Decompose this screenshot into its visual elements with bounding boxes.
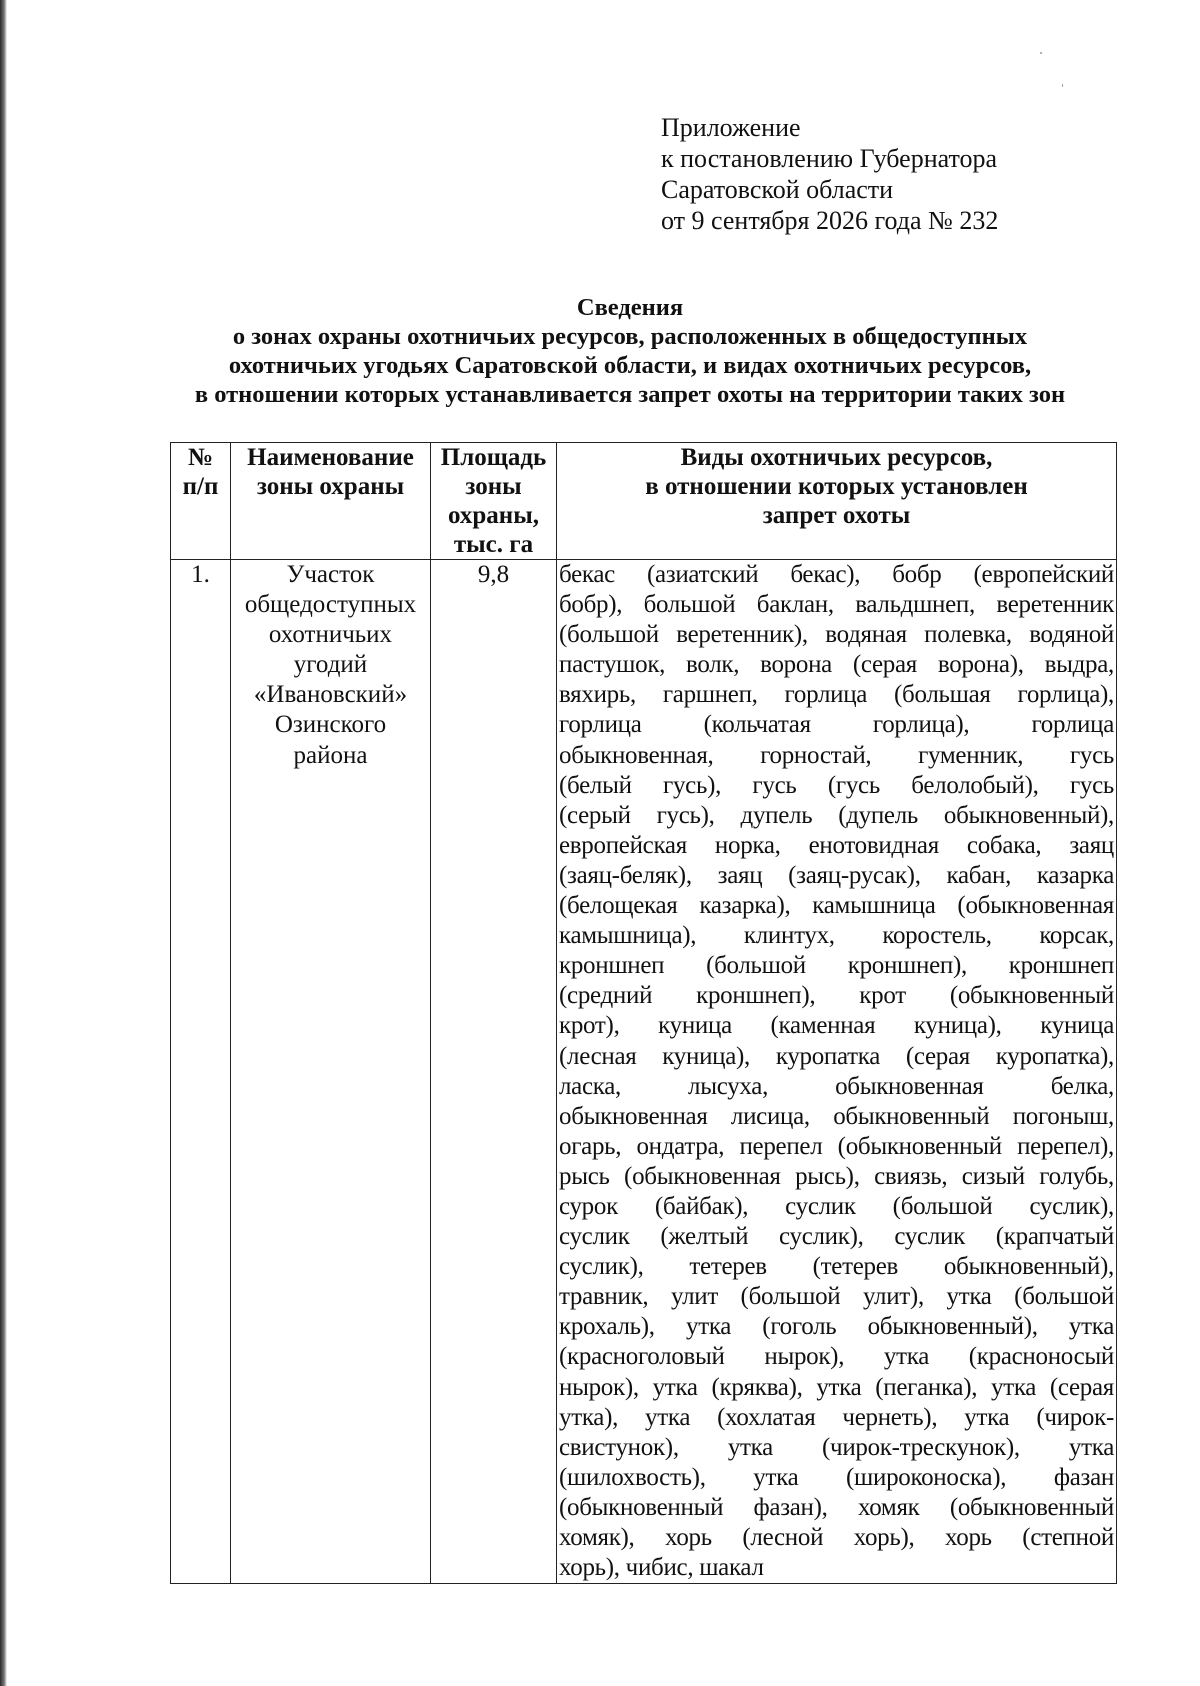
species-line: (лесная куница), куропатка (серая куропатка), xyxy=(559,1042,1114,1070)
species-line: бобр), большой баклан, вальдшнеп, веретенник xyxy=(559,591,1114,619)
species-line: (большой веретенник), водяная полевка, водяной xyxy=(559,621,1114,649)
species-line: обыкновенная лисица, обыкновенный погоныш, xyxy=(559,1102,1114,1130)
scan-speck xyxy=(1040,52,1042,54)
heading-title: Сведения xyxy=(576,294,684,321)
species-line: хорь), чибис, шакал xyxy=(559,1554,764,1582)
species-line: ласка, лысуха, обыкновенная белка, xyxy=(559,1072,1114,1100)
species-line: европейская норка, енотовидная собака, заяц xyxy=(559,831,1114,859)
zone-name-cell xyxy=(231,560,431,1584)
species-line: суслик), тетерев (тетерев обыкновенный), xyxy=(559,1253,1114,1281)
species-line: (белый гусь), гусь (гусь белолобый), гусь xyxy=(559,771,1114,799)
species-line: (обыкновенный фазан), хомяк (обыкновенный xyxy=(559,1493,1114,1521)
species-cell xyxy=(557,560,1117,1584)
protection-zones-table xyxy=(170,442,1117,1584)
header-line: охраны, xyxy=(448,502,539,529)
appendix-line: от 9 сентября 2026 года № 232 xyxy=(661,206,999,235)
zone-area-cell: 9,8 xyxy=(431,560,557,1584)
heading-subtitle-line: в отношении которых устанавливается запрет охоты на территории таких зон xyxy=(194,381,1066,408)
species-line: горлица (кольчатая горлица), горлица xyxy=(559,711,1114,739)
species-line: (белощекая казарка), камышница (обыкновенная xyxy=(559,892,1114,920)
species-line: (шилохвость), утка (широконоска), фазан xyxy=(559,1463,1114,1491)
species-line: утка), утка (хохлатая чернеть), утка (чирок- xyxy=(559,1403,1114,1431)
header-line: запрет охоты xyxy=(762,502,911,529)
species-line: огарь, ондатра, перепел (обыкновенный перепел), xyxy=(559,1132,1114,1160)
header-line: зоны xyxy=(465,473,522,500)
appendix-block xyxy=(661,112,998,236)
header-line: зоны охраны xyxy=(256,473,405,500)
species-line: рысь (обыкновенная рысь), свиязь, сизый голубь, xyxy=(559,1162,1114,1190)
heading-subtitle-line: охотничьих угодьях Саратовской области, и видах охотничьих ресурсов, xyxy=(228,352,1032,379)
species-line: пастушок, волк, ворона (серая ворона), выдра, xyxy=(559,651,1114,679)
header-line: № xyxy=(187,444,214,471)
zone-name-line: Участок xyxy=(286,561,375,588)
species-line: сурок (байбак), суслик (большой суслик), xyxy=(559,1192,1114,1220)
species-line: хомяк), хорь (лесной хорь), хорь (степной xyxy=(559,1524,1114,1551)
species-line: травник, улит (большой улит), утка (большой xyxy=(559,1283,1114,1311)
species-line: (красноголовый нырок), утка (красноносый xyxy=(559,1343,1114,1371)
species-line: суслик (желтый суслик), суслик (крапчатый xyxy=(559,1223,1114,1251)
species-line: крохаль), утка (гоголь обыкновенный), утка xyxy=(559,1313,1114,1341)
table-row xyxy=(171,560,1117,1584)
appendix-line: к постановлению Губернатора xyxy=(661,144,998,173)
species-line: нырок), утка (кряква), утка (пеганка), утка (серая xyxy=(559,1373,1114,1401)
header-line: в отношении которых установлен xyxy=(645,473,1028,500)
species-line: обыкновенная, горностай, гуменник, гусь xyxy=(559,741,1114,769)
appendix-line: Саратовской области xyxy=(661,175,894,204)
zone-name-line: района xyxy=(293,741,368,769)
header-line: п/п xyxy=(182,473,219,500)
header-line: Площадь xyxy=(440,444,547,471)
heading-subtitle-line: о зонах охраны охотничьих ресурсов, расположенных в общедоступных xyxy=(232,323,1028,350)
zone-name-line: Озинского xyxy=(274,711,387,739)
table-header-row xyxy=(171,443,1117,560)
row-number: 1. xyxy=(171,560,231,1584)
species-line: крот), куница (каменная куница), куница xyxy=(559,1012,1114,1040)
species-line: (серый гусь), дупель (дупель обыкновенный), xyxy=(559,801,1114,829)
scan-edge xyxy=(0,0,7,1686)
header-species xyxy=(557,443,1117,560)
species-line: (заяц-беляк), заяц (заяц-русак), кабан, казарка xyxy=(559,861,1114,889)
species-line: кроншнеп (большой кроншнеп), кроншнеп xyxy=(559,952,1114,980)
header-line: Виды охотничьих ресурсов, xyxy=(680,444,993,471)
zone-name-line: общедоступных xyxy=(244,591,417,619)
scan-speck xyxy=(1062,84,1063,87)
species-line: (средний кроншнеп), крот (обыкновенный xyxy=(559,982,1114,1010)
header-line: Наименование xyxy=(247,444,414,471)
species-line: камышница), клинтух, коростель, корсак, xyxy=(559,922,1114,950)
species-line: свистунок), утка (чирок-трескунок), утка xyxy=(559,1433,1114,1461)
zone-name-line: угодий xyxy=(293,651,368,679)
species-line: бекас (азиатский бекас), бобр (европейский xyxy=(559,561,1114,588)
zone-name-line: «Ивановский» xyxy=(253,681,408,709)
zone-name-line: охотничьих xyxy=(268,621,393,649)
appendix-line: Приложение xyxy=(661,113,801,142)
header-num xyxy=(171,443,231,560)
header-area xyxy=(431,443,557,560)
header-line: тыс. га xyxy=(453,531,534,558)
document-heading xyxy=(150,293,1110,409)
species-line: вяхирь, гаршнеп, горлица (большая горлица), xyxy=(559,681,1114,709)
header-zone-name xyxy=(231,443,431,560)
